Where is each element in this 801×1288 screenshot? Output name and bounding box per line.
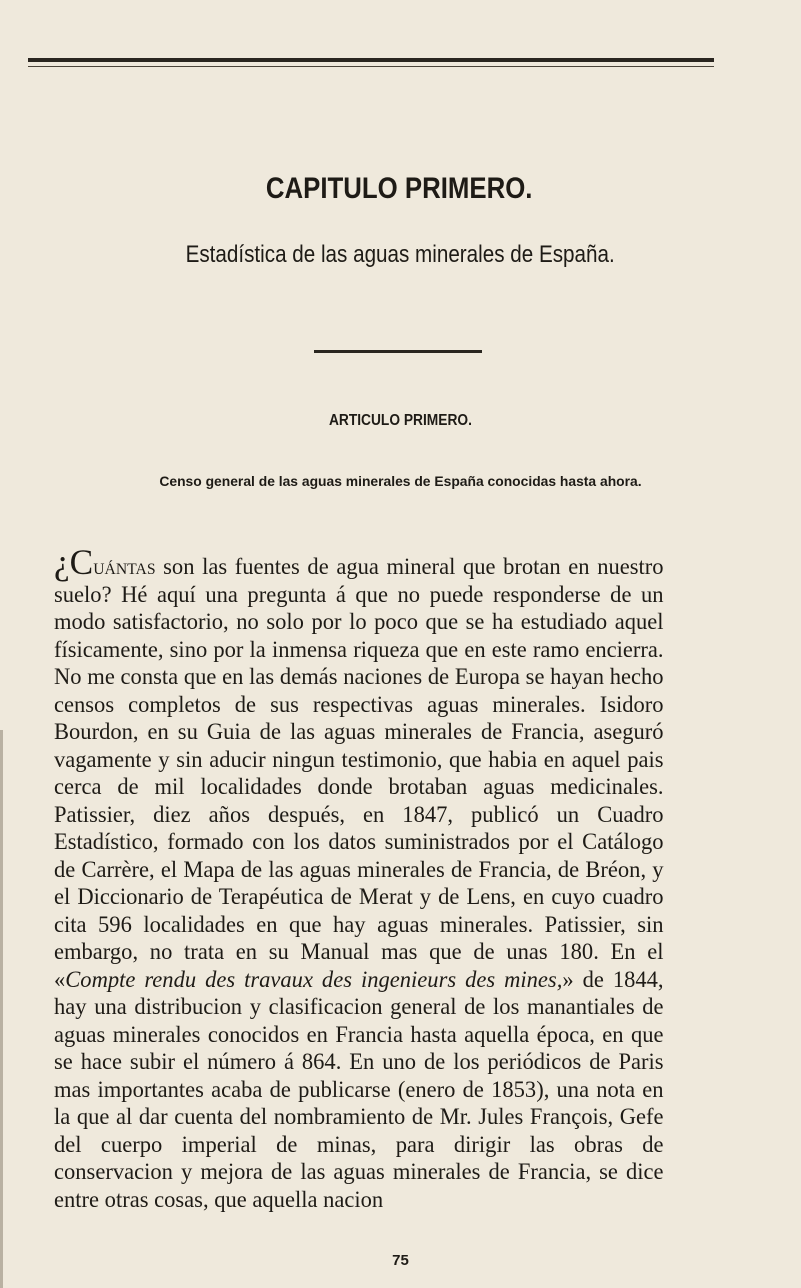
chapter-subtitle: Estadística de las aguas minerales de España.	[185, 241, 615, 268]
chapter-title: CAPITULO PRIMERO.	[265, 172, 533, 205]
section-heading: Censo general de las aguas minerales de España conocidas hasta ahora.	[159, 473, 642, 489]
drop-cap: ¿C	[54, 542, 94, 582]
italic-citation: Compte rendu des travaux des ingenieurs des mines,	[65, 966, 563, 992]
paragraph-text-2: » de 1844, hay una distribucion y clasificacion general de los manantiales de aguas minerales conocidos en Francia hasta aquella época, en que se hace subir el número á 864. En uno de los periódicos de Paris mas importantes acaba de publicarse (enero de 1853), una nota en la que al dar cuenta del nombramiento de Mr. Jules François, Gefe del cuerpo imperial de minas, para dirigir las obras de conservacion y mejora de las aguas minerales de Francia, se dice entre otras cosas, que aquella nacion	[54, 966, 664, 1212]
paragraph-text-1: son las fuentes de agua mineral que brotan en nuestro suelo? Hé aquí una pregunta á que no puede responderse de un modo satisfactorio, no solo por lo poco que se ha estudiado aquel físicamente, sino por la inmensa riqueza que en este ramo encierra. No me consta que en las demás naciones de Europa se hayan hecho censos completos de sus respectivas aguas minerales. Isidoro Bourdon, en su Guia de las aguas minerales de Francia, aseguró vagamente y sin aducir ningun testimonio, que habia en aquel pais cerca de mil localidades donde brotaban aguas medicinales. Patissier, diez años después, en 1847, publicó un Cuadro Estadístico, formado con los datos suministrados por el Catálogo de Carrère, el Mapa de las aguas minerales de Francia, de Bréon, y el Diccionario de Terapéutica de Merat y de Lens, en cuyo cuadro cita 596 localidades en que hay aguas minerales. Patissier, sin embargo, no trata en su Manual mas que de unas 180. En el «	[54, 554, 664, 992]
first-word: uántas	[93, 554, 156, 579]
divider-rule	[314, 350, 482, 353]
page-number: 75	[392, 1252, 409, 1269]
top-rule	[28, 58, 714, 62]
article-title: ARTICULO PRIMERO.	[328, 412, 472, 429]
body-paragraph	[54, 542, 664, 1213]
top-rule-thin	[28, 66, 714, 67]
page-edge-shadow	[0, 730, 3, 1288]
